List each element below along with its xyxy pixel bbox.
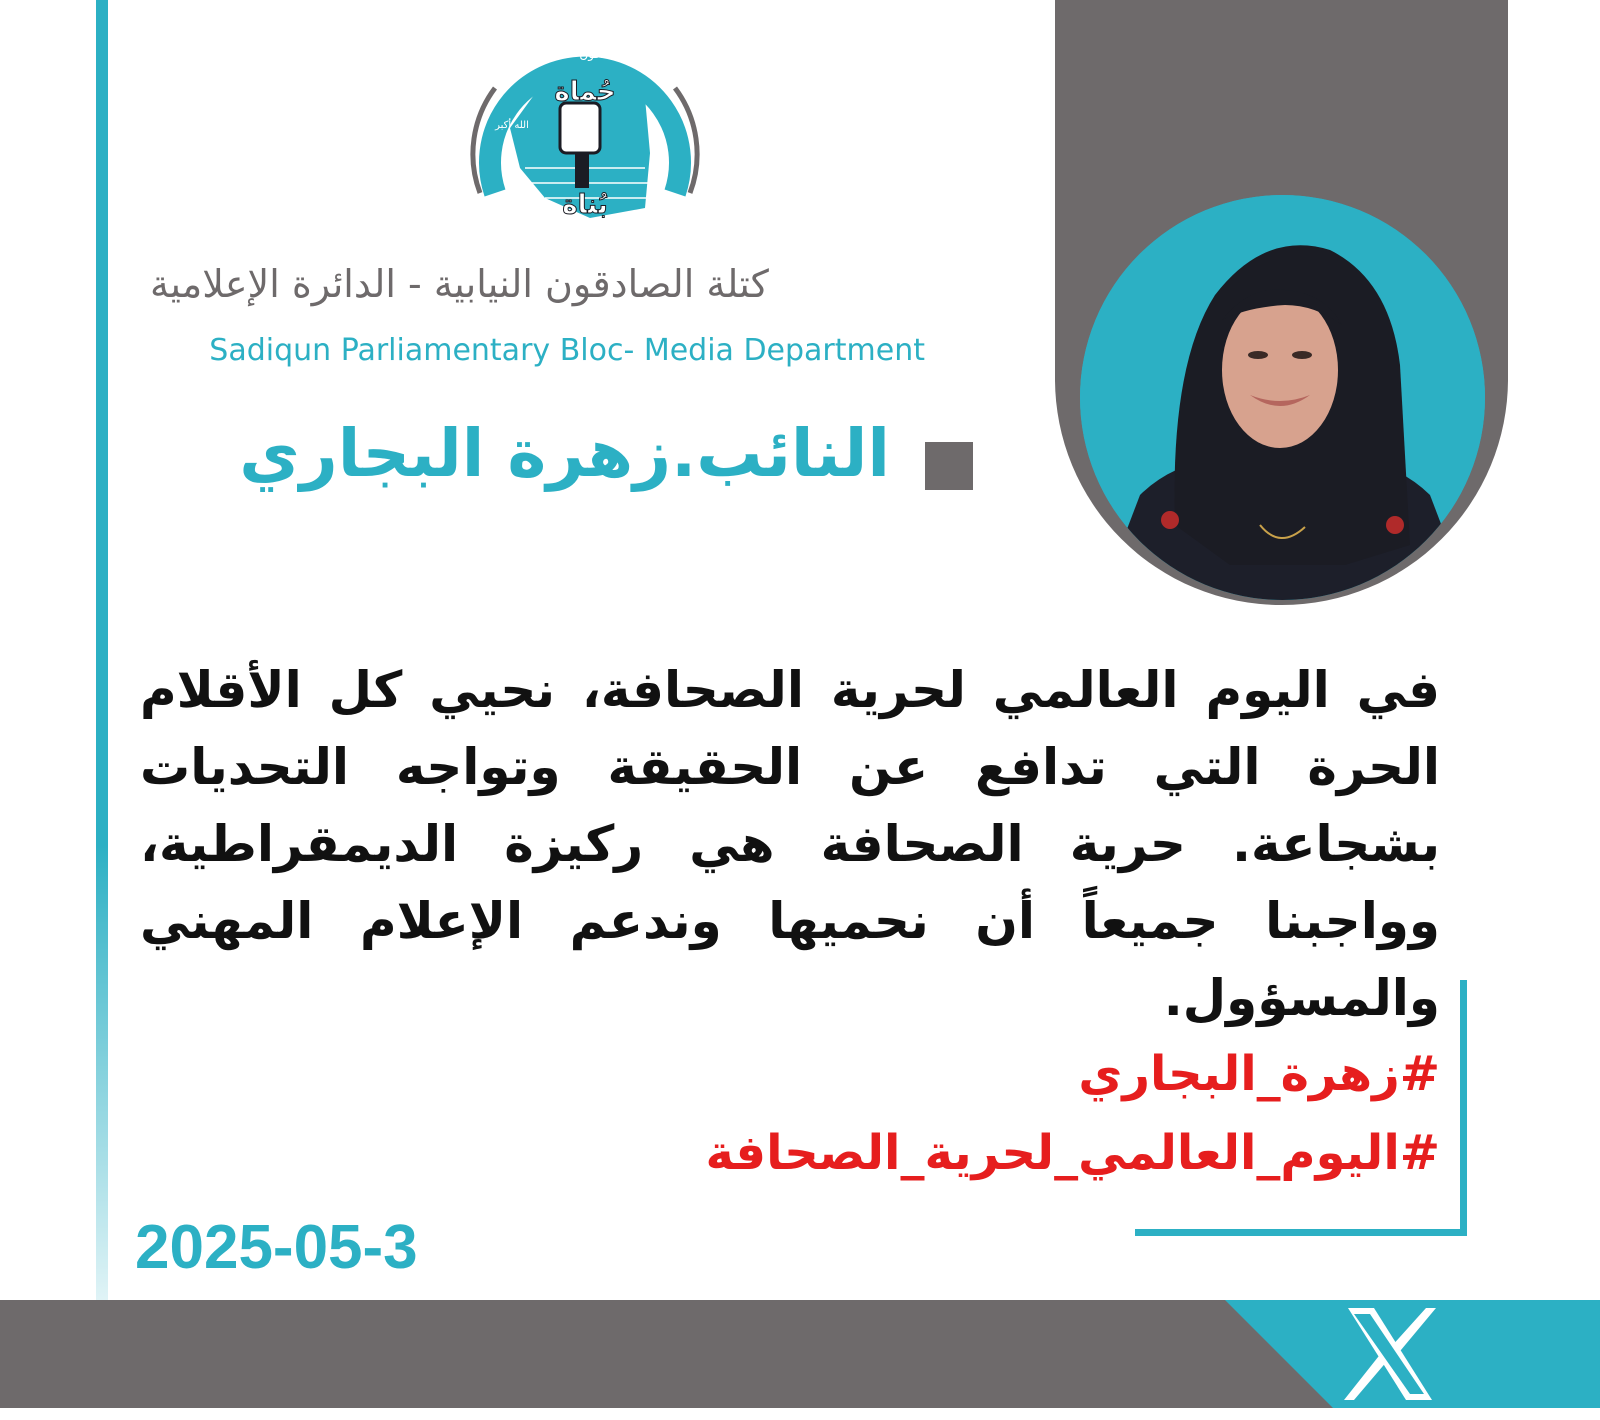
speaker-portrait-illustration xyxy=(1080,195,1485,600)
hashtag-speaker[interactable]: #زهرة_البجاري xyxy=(1078,1046,1440,1102)
logo-ring-text-top: حركة الصادقون xyxy=(579,47,657,61)
bloc-logo xyxy=(470,18,700,228)
frame-line-bottom xyxy=(1135,1229,1467,1236)
speaker-name: النائب.زهرة البجاري xyxy=(239,415,890,492)
frame-line-right xyxy=(1460,980,1467,1236)
org-name-arabic: كتلة الصادقون النيابية - الدائرة الإعلامية xyxy=(150,262,769,306)
hashtag-press-freedom-day[interactable]: #اليوم_العالمي_لحرية_الصحافة xyxy=(705,1125,1440,1181)
logo-ring-text-side: الله أكبر xyxy=(495,120,529,131)
speaker-portrait xyxy=(1080,195,1485,600)
post-date: 2025-05-3 xyxy=(135,1213,418,1282)
x-logo-icon[interactable] xyxy=(1340,1304,1440,1404)
logo-title-bottom: بُناة xyxy=(562,190,608,220)
org-name-english: Sadiqun Parliamentary Bloc- Media Department xyxy=(209,333,925,368)
name-square-marker xyxy=(925,442,973,490)
left-accent-bar xyxy=(96,0,108,1300)
statement-text: في اليوم العالمي لحرية الصحافة، نحيي كل الأقلام الحرة التي تدافع عن الحقيقة وتواجه التحديات بشجاعة. حرية الصحافة هي ركيزة الديمقراطية، وواجبنا جميعاً أن نحميها وندعم الإعلام المهني والمسؤول. xyxy=(140,661,1440,1027)
bloc-logo-emblem xyxy=(470,18,700,228)
logo-title-top: حُماة xyxy=(554,77,616,107)
bottom-strip xyxy=(0,1408,1600,1420)
